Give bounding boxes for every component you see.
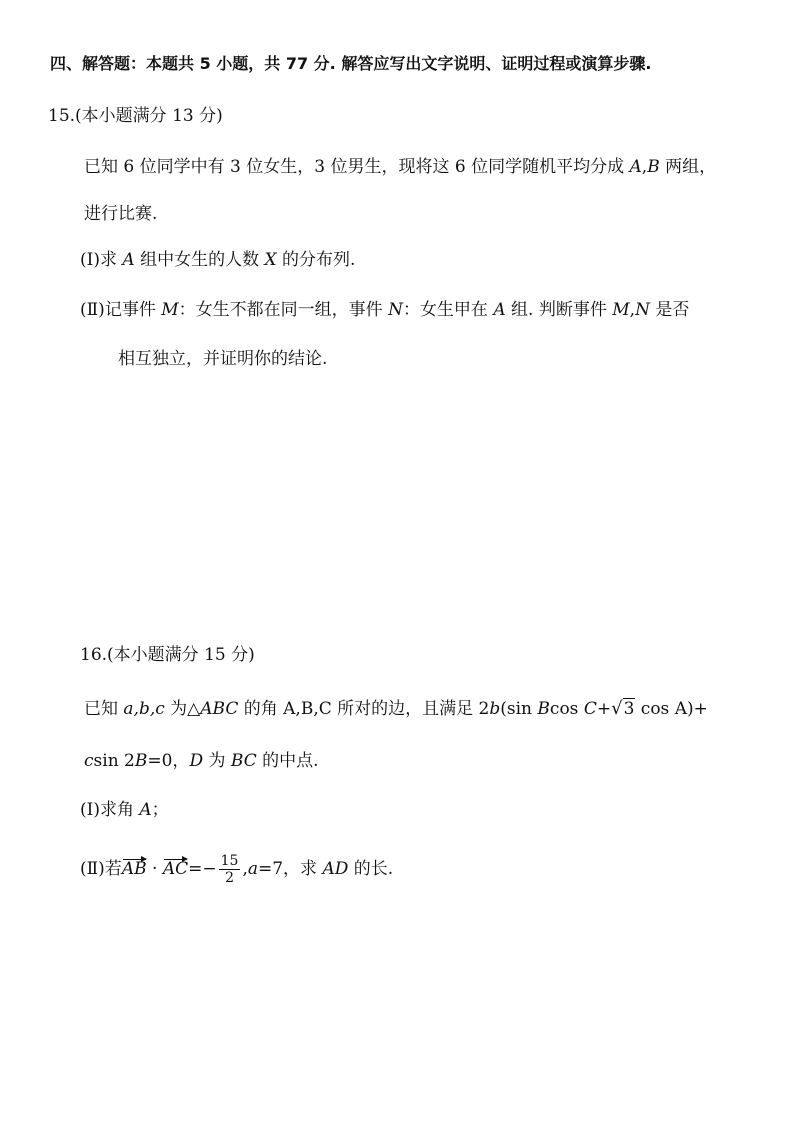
dot-operator: · <box>146 859 163 879</box>
var-N: N <box>635 300 650 320</box>
var-A: A <box>122 250 135 270</box>
angles-ABC: A,B,C <box>283 699 332 719</box>
text: 已知 6 位同学中有 3 位女生，3 位男生，现将这 6 位同学随机平均分成 <box>84 157 630 177</box>
question-16-heading: 16.(本小题满分 15 分) <box>80 645 255 665</box>
text: )+ <box>686 699 708 719</box>
segment-BC: BC <box>230 751 257 771</box>
var-A: A <box>629 157 642 177</box>
text: 的长. <box>348 859 394 879</box>
text: 两组， <box>659 157 717 177</box>
vars-abc: a,b,c <box>123 699 165 719</box>
var-C: C <box>583 699 597 719</box>
text: ：女生不都在同一组，事件 <box>178 300 389 320</box>
question-16-stem-line-1 <box>84 697 708 721</box>
var-A: A <box>493 300 506 320</box>
var-D: D <box>189 751 204 771</box>
text: 为 <box>203 751 231 771</box>
question-15-stem-line-2: 进行比赛. <box>84 204 158 224</box>
question-15-heading: 15.(本小题满分 13 分) <box>48 106 223 126</box>
text: (Ⅰ)求 <box>80 250 123 270</box>
var-B: B <box>647 157 660 177</box>
text: ：女生甲在 <box>402 300 494 320</box>
numerator: 15 <box>220 853 239 869</box>
radicand: 3 <box>623 699 635 719</box>
var-N: N <box>388 300 403 320</box>
text: , <box>242 859 248 879</box>
text: 为△ <box>164 699 201 719</box>
text: 的分布列. <box>276 250 356 270</box>
text: ； <box>151 800 169 820</box>
text: 已知 <box>84 699 124 719</box>
question-16-part-2 <box>80 853 393 886</box>
question-15-part-2 <box>80 298 689 322</box>
question-15-stem-line-1 <box>84 155 716 179</box>
var-A: A <box>139 800 152 820</box>
text: =7，求 <box>258 859 323 879</box>
text: (Ⅱ)记事件 <box>80 300 162 320</box>
text: (sin <box>500 699 538 719</box>
question-16-stem-line-2 <box>84 749 319 773</box>
segment-AD: AD <box>322 859 349 879</box>
denominator: 2 <box>225 870 234 886</box>
var-a: a <box>247 859 258 879</box>
var-X: X <box>264 250 277 270</box>
var-M: M <box>161 300 179 320</box>
text: (Ⅰ)求角 <box>80 800 140 820</box>
text: (Ⅱ)若 <box>80 859 122 879</box>
question-16-part-1 <box>80 798 169 822</box>
vector-AB: AB <box>121 859 147 879</box>
var-c: c <box>84 751 94 771</box>
triangle-ABC: ABC <box>200 699 239 719</box>
sqrt-3 <box>611 697 635 721</box>
text: cos <box>635 699 675 719</box>
text: 组中女生的人数 <box>134 250 265 270</box>
text: , <box>641 157 648 177</box>
var-B: B <box>537 699 550 719</box>
question-15-part-1 <box>80 248 355 272</box>
text: 组. 判断事件 <box>505 300 613 320</box>
text: sin 2 <box>93 751 135 771</box>
text: 的中点. <box>256 751 319 771</box>
radical-sign: √ <box>611 698 623 719</box>
var-b: b <box>489 699 501 719</box>
var-M: M <box>612 300 630 320</box>
text: 是否 <box>649 300 690 320</box>
text: + <box>596 699 612 719</box>
text: 的角 <box>238 699 284 719</box>
section-header: 四、解答题：本题共 5 小题，共 77 分. 解答应写出文字说明、证明过程或演算步骤. <box>50 54 652 73</box>
text: , <box>629 300 636 320</box>
fraction-15-over-2 <box>219 853 241 886</box>
text: =0， <box>147 751 190 771</box>
var-A: A <box>674 699 687 719</box>
vector-AC: AC <box>162 859 189 879</box>
text: cos <box>549 699 584 719</box>
text: 所对的边，且满足 2 <box>331 699 490 719</box>
var-B: B <box>134 751 148 771</box>
text: =− <box>188 859 217 879</box>
question-15-part-2-continued: 相互独立，并证明你的结论. <box>118 349 328 369</box>
